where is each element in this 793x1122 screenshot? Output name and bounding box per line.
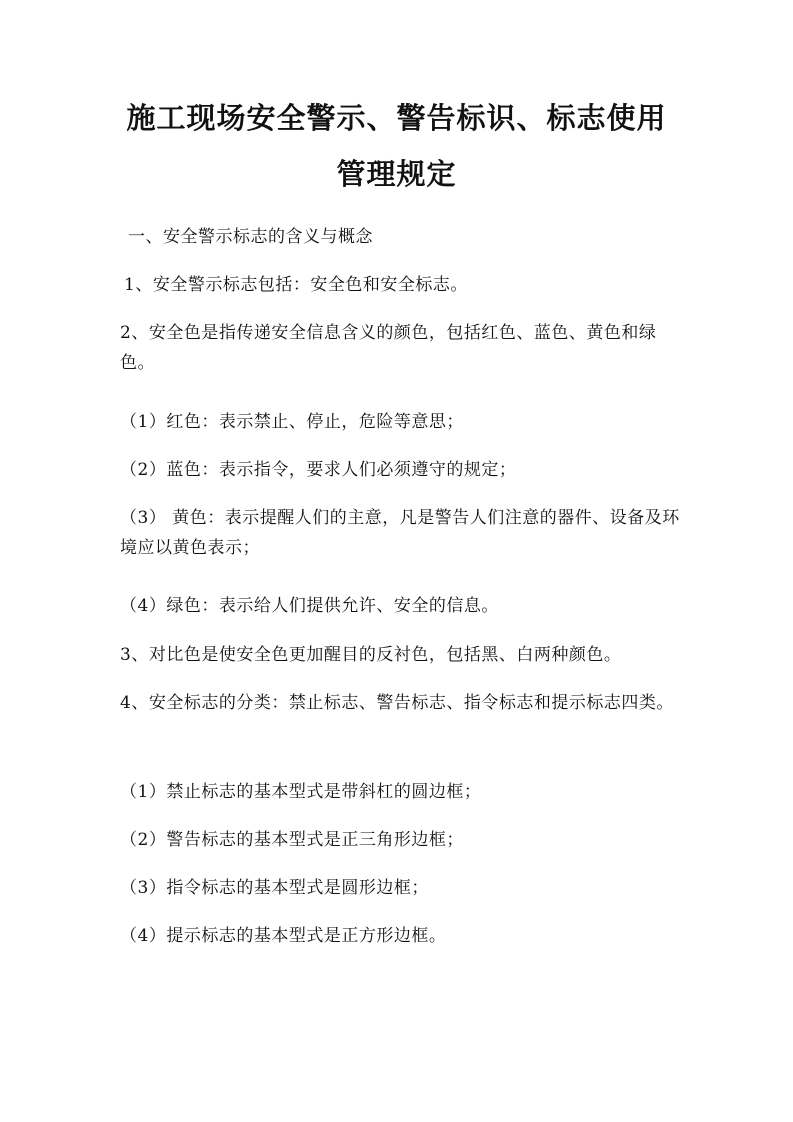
list-item: （1）红色：表示禁止、停止，危险等意思； bbox=[120, 412, 464, 432]
list-item: （1）禁止标志的基本型式是带斜杠的圆边框； bbox=[120, 782, 482, 802]
list-item: （2）蓝色：表示指令，要求人们必须遵守的规定； bbox=[120, 460, 517, 480]
paragraph: 3、对比色是使安全色更加醒目的反衬色，包括黑、白两种颜色。 bbox=[120, 645, 622, 665]
list-item: （3）指令标志的基本型式是圆形边框； bbox=[120, 878, 429, 898]
paragraph: 2、安全色是指传递安全信息含义的颜色，包括红色、蓝色、黄色和绿色。 bbox=[120, 323, 657, 373]
document-title-line-1: 施工现场安全警示、警告标识、标志使用 bbox=[126, 101, 667, 135]
document-title-line-2: 管理规定 bbox=[336, 157, 457, 191]
list-item: （4）绿色：表示给人们提供允许、安全的信息。 bbox=[120, 596, 499, 616]
paragraph: 4、安全标志的分类：禁止标志、警告标志、指令标志和提示标志四类。 bbox=[120, 693, 674, 713]
section-heading: 一、安全警示标志的含义与概念 bbox=[128, 227, 373, 247]
list-item: （4）提示标志的基本型式是正方形边框。 bbox=[120, 926, 447, 946]
list-item: （3） 黄色：表示提醒人们的主意，凡是警告人们注意的器件、设备及环境应以黄色表示； bbox=[120, 508, 680, 558]
list-item: （2）警告标志的基本型式是正三角形边框； bbox=[120, 830, 464, 850]
paragraph: 1、安全警示标志包括：安全色和安全标志。 bbox=[124, 275, 468, 295]
